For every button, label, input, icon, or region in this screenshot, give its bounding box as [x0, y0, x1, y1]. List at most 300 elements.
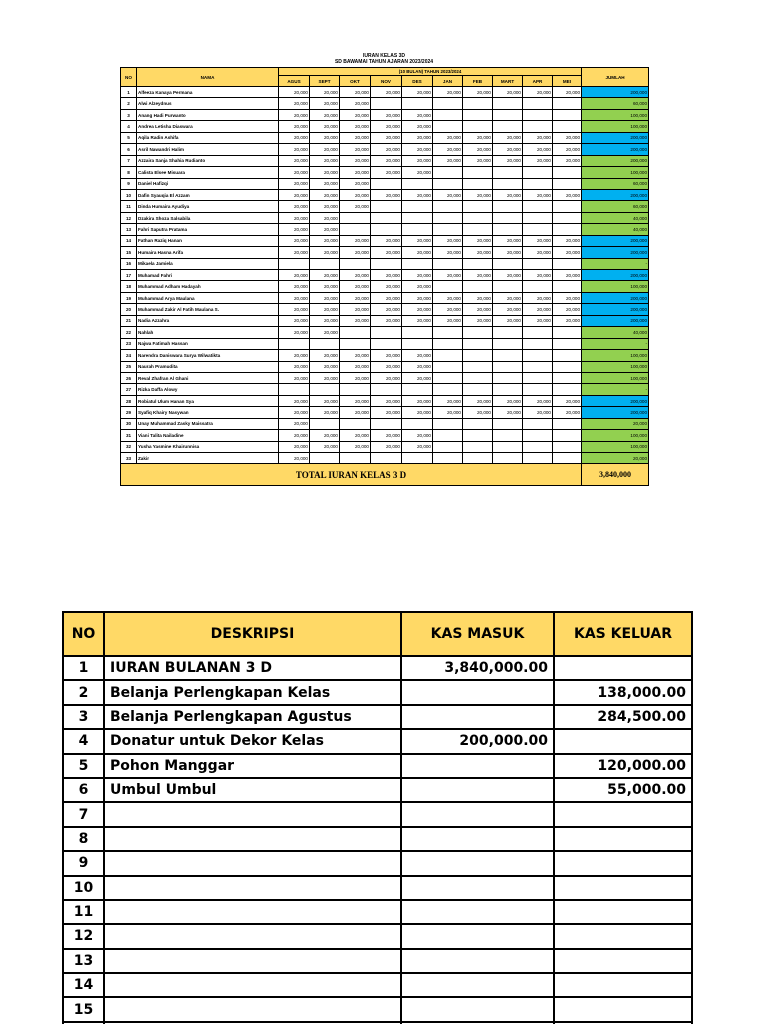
- payment-cell: [523, 167, 553, 178]
- student-total: 200,000: [582, 132, 649, 143]
- payment-cell: [371, 258, 402, 269]
- ledger-in: [401, 924, 554, 948]
- payment-cell: 20,000: [340, 441, 371, 452]
- payment-cell: [493, 430, 523, 441]
- ledger-no: 2: [63, 680, 104, 704]
- payment-cell: [523, 178, 553, 189]
- student-row: [121, 189, 649, 200]
- payment-cell: 20,000: [523, 87, 553, 98]
- ledger-out: 138,000.00: [554, 680, 692, 704]
- payment-cell: 20,000: [279, 327, 310, 338]
- payment-cell: 20,000: [279, 453, 310, 464]
- ledger-no: 8: [63, 827, 104, 851]
- student-no: 3: [121, 109, 137, 120]
- payment-cell: [553, 384, 582, 395]
- payment-cell: [310, 453, 340, 464]
- student-total: 100,000: [582, 350, 649, 361]
- ledger-desc: Pohon Manggar: [104, 754, 401, 778]
- payment-cell: [433, 212, 463, 223]
- student-name: Dafin Syauqia El Azzam: [137, 189, 279, 200]
- kas-body: [63, 656, 692, 1024]
- month-header-sept: SEPT: [310, 76, 340, 87]
- payment-cell: 20,000: [523, 235, 553, 246]
- payment-cell: [523, 350, 553, 361]
- payment-cell: [463, 281, 493, 292]
- student-no: 7: [121, 155, 137, 166]
- student-total: 200,000: [582, 235, 649, 246]
- payment-cell: 20,000: [371, 292, 402, 303]
- student-no: 32: [121, 441, 137, 452]
- payment-cell: 20,000: [523, 132, 553, 143]
- payment-cell: 20,000: [310, 155, 340, 166]
- ledger-desc: [104, 851, 401, 875]
- payment-cell: 20,000: [553, 270, 582, 281]
- ledger-out: [554, 729, 692, 753]
- payment-cell: 20,000: [523, 270, 553, 281]
- student-row: [121, 407, 649, 418]
- student-row: [121, 247, 649, 258]
- student-total: 100,000: [582, 121, 649, 132]
- ledger-desc: Donatur untuk Dekor Kelas: [104, 729, 401, 753]
- payment-cell: 20,000: [340, 430, 371, 441]
- payment-cell: [493, 361, 523, 372]
- student-row: [121, 270, 649, 281]
- ledger-no: 3: [63, 705, 104, 729]
- student-row: [121, 430, 649, 441]
- payment-cell: [340, 453, 371, 464]
- payment-cell: 20,000: [371, 430, 402, 441]
- payment-cell: [433, 430, 463, 441]
- payment-cell: [310, 258, 340, 269]
- month-header-jan: JAN: [433, 76, 463, 87]
- student-total: 40,000: [582, 224, 649, 235]
- payment-cell: [340, 418, 371, 429]
- student-no: 29: [121, 407, 137, 418]
- ledger-desc: Belanja Perlengkapan Agustus: [104, 705, 401, 729]
- student-total: -: [582, 258, 649, 269]
- payment-cell: [433, 98, 463, 109]
- payment-cell: 20,000: [433, 189, 463, 200]
- ledger-in: [401, 973, 554, 997]
- payment-cell: [523, 98, 553, 109]
- student-name: Muhamad Fahri: [137, 270, 279, 281]
- payment-cell: [553, 430, 582, 441]
- payment-cell: 20,000: [553, 395, 582, 406]
- payment-cell: [310, 418, 340, 429]
- ledger-out: [554, 900, 692, 924]
- ledger-no: 11: [63, 900, 104, 924]
- payment-cell: 20,000: [493, 407, 523, 418]
- payment-cell: 20,000: [402, 109, 433, 120]
- payment-cell: [493, 418, 523, 429]
- ledger-in: [401, 997, 554, 1021]
- payment-cell: 20,000: [279, 132, 310, 143]
- payment-cell: [371, 327, 402, 338]
- student-no: 10: [121, 189, 137, 200]
- ledger-row: [63, 680, 692, 704]
- payment-cell: [463, 121, 493, 132]
- total-value: 3,840,000: [582, 464, 649, 486]
- payment-cell: 20,000: [371, 109, 402, 120]
- payment-cell: [553, 338, 582, 349]
- student-total: 100,000: [582, 372, 649, 383]
- student-row: [121, 338, 649, 349]
- payment-cell: 20,000: [371, 407, 402, 418]
- payment-cell: 20,000: [523, 155, 553, 166]
- payment-cell: 20,000: [493, 395, 523, 406]
- student-no: 21: [121, 315, 137, 326]
- payment-cell: [463, 109, 493, 120]
- payment-cell: [463, 430, 493, 441]
- payment-cell: [402, 418, 433, 429]
- payment-cell: 20,000: [371, 121, 402, 132]
- ledger-row: [63, 851, 692, 875]
- payment-cell: [553, 258, 582, 269]
- ledger-in: [401, 876, 554, 900]
- student-total: 100,000: [582, 281, 649, 292]
- payment-cell: [463, 327, 493, 338]
- payment-cell: [279, 338, 310, 349]
- student-total: 200,000: [582, 144, 649, 155]
- ledger-out: [554, 973, 692, 997]
- payment-cell: 20,000: [310, 201, 340, 212]
- student-total: -: [582, 338, 649, 349]
- payment-cell: 20,000: [279, 155, 310, 166]
- student-total: 100,000: [582, 430, 649, 441]
- ledger-desc: [104, 997, 401, 1021]
- payment-cell: [463, 441, 493, 452]
- payment-cell: 20,000: [402, 292, 433, 303]
- payment-cell: 20,000: [279, 270, 310, 281]
- payment-cell: 20,000: [279, 235, 310, 246]
- payment-cell: 20,000: [523, 144, 553, 155]
- payment-cell: 20,000: [371, 441, 402, 452]
- payment-cell: 20,000: [310, 87, 340, 98]
- payment-cell: 20,000: [553, 315, 582, 326]
- payment-cell: 20,000: [279, 189, 310, 200]
- student-name: Naurah Pramudita: [137, 361, 279, 372]
- payment-cell: 20,000: [493, 144, 523, 155]
- student-no: 16: [121, 258, 137, 269]
- student-name: Andrea Letisha Diaswara: [137, 121, 279, 132]
- payment-cell: 20,000: [310, 224, 340, 235]
- ledger-no: 12: [63, 924, 104, 948]
- payment-cell: 20,000: [340, 315, 371, 326]
- ledger-desc: [104, 973, 401, 997]
- payment-cell: 20,000: [371, 132, 402, 143]
- payment-cell: [433, 453, 463, 464]
- payment-cell: [553, 441, 582, 452]
- sheet-title: IURAN KELAS 3D: [363, 53, 405, 59]
- payment-cell: 20,000: [433, 144, 463, 155]
- payment-cell: 20,000: [433, 155, 463, 166]
- payment-cell: [371, 212, 402, 223]
- payment-cell: 20,000: [340, 121, 371, 132]
- payment-cell: 20,000: [402, 361, 433, 372]
- payment-cell: 20,000: [463, 315, 493, 326]
- payment-cell: 20,000: [402, 395, 433, 406]
- payment-cell: [340, 384, 371, 395]
- student-name: Reval Zhafran Al Ghani: [137, 372, 279, 383]
- payment-cell: 20,000: [340, 201, 371, 212]
- payment-cell: 20,000: [340, 372, 371, 383]
- ledger-row: [63, 656, 692, 680]
- payment-cell: 20,000: [553, 247, 582, 258]
- payment-cell: 20,000: [553, 144, 582, 155]
- student-row: [121, 155, 649, 166]
- payment-cell: 20,000: [340, 144, 371, 155]
- student-total: 100,000: [582, 361, 649, 372]
- payment-cell: 20,000: [523, 395, 553, 406]
- payment-cell: [523, 281, 553, 292]
- student-no: 8: [121, 167, 137, 178]
- payment-cell: [433, 372, 463, 383]
- month-header-des: DES: [402, 76, 433, 87]
- student-total: 60,000: [582, 178, 649, 189]
- payment-cell: 20,000: [402, 270, 433, 281]
- student-no: 14: [121, 235, 137, 246]
- payment-cell: 20,000: [433, 315, 463, 326]
- payment-cell: 20,000: [371, 87, 402, 98]
- payment-cell: [433, 224, 463, 235]
- student-row: [121, 212, 649, 223]
- payment-cell: 20,000: [279, 201, 310, 212]
- student-row: [121, 224, 649, 235]
- ledger-row: [63, 949, 692, 973]
- ledger-out: [554, 997, 692, 1021]
- payment-cell: [402, 384, 433, 395]
- student-total: -: [582, 384, 649, 395]
- student-total: 200,000: [582, 189, 649, 200]
- payment-cell: 20,000: [402, 189, 433, 200]
- iuran-body: [121, 87, 649, 464]
- student-name: Alwi Alzeydnus: [137, 98, 279, 109]
- total-label: TOTAL IURAN KELAS 3 D: [121, 464, 582, 486]
- payment-cell: [523, 121, 553, 132]
- payment-cell: 20,000: [279, 407, 310, 418]
- payment-cell: 20,000: [493, 304, 523, 315]
- payment-cell: 20,000: [279, 224, 310, 235]
- ledger-in: [401, 949, 554, 973]
- payment-cell: 20,000: [402, 155, 433, 166]
- student-name: Nahlah: [137, 327, 279, 338]
- payment-cell: [523, 441, 553, 452]
- student-name: Muhammad Arya Maulana: [137, 292, 279, 303]
- payment-cell: 20,000: [340, 87, 371, 98]
- payment-cell: [493, 224, 523, 235]
- student-name: Fahri Saputra Pratama: [137, 224, 279, 235]
- payment-cell: 20,000: [310, 372, 340, 383]
- payment-cell: [493, 384, 523, 395]
- student-no: 1: [121, 87, 137, 98]
- payment-cell: [402, 98, 433, 109]
- payment-cell: 20,000: [463, 87, 493, 98]
- payment-cell: 20,000: [310, 132, 340, 143]
- payment-cell: [340, 258, 371, 269]
- payment-cell: [463, 418, 493, 429]
- ledger-desc: [104, 876, 401, 900]
- payment-cell: [553, 281, 582, 292]
- payment-cell: 20,000: [340, 178, 371, 189]
- header-period: (10 BULAN) TAHUN 2023/2024: [279, 68, 582, 76]
- payment-cell: 20,000: [463, 132, 493, 143]
- payment-cell: [310, 338, 340, 349]
- ledger-in: 3,840,000.00: [401, 656, 554, 680]
- student-row: [121, 453, 649, 464]
- ledger-in: [401, 754, 554, 778]
- month-header-feb: FEB: [463, 76, 493, 87]
- student-row: [121, 201, 649, 212]
- student-no: 2: [121, 98, 137, 109]
- payment-cell: 20,000: [340, 132, 371, 143]
- student-total: 40,000: [582, 327, 649, 338]
- ledger-no: 13: [63, 949, 104, 973]
- payment-cell: [553, 201, 582, 212]
- payment-cell: [371, 338, 402, 349]
- student-name: Rizka Daffa Alowy: [137, 384, 279, 395]
- student-no: 9: [121, 178, 137, 189]
- payment-cell: 20,000: [371, 155, 402, 166]
- student-no: 25: [121, 361, 137, 372]
- student-name: Syafiq Khairy Nasywan: [137, 407, 279, 418]
- payment-cell: 20,000: [340, 270, 371, 281]
- payment-cell: 20,000: [371, 304, 402, 315]
- payment-cell: 20,000: [310, 109, 340, 120]
- payment-cell: 20,000: [279, 441, 310, 452]
- payment-cell: 20,000: [402, 132, 433, 143]
- student-total: 60,000: [582, 201, 649, 212]
- payment-cell: [523, 430, 553, 441]
- payment-cell: 20,000: [463, 189, 493, 200]
- payment-cell: 20,000: [402, 235, 433, 246]
- payment-cell: 20,000: [402, 167, 433, 178]
- payment-cell: 20,000: [402, 372, 433, 383]
- payment-cell: [433, 258, 463, 269]
- payment-cell: [433, 350, 463, 361]
- payment-cell: 20,000: [371, 247, 402, 258]
- student-no: 22: [121, 327, 137, 338]
- student-total: 200,000: [582, 155, 649, 166]
- ledger-out: [554, 851, 692, 875]
- payment-cell: [463, 98, 493, 109]
- payment-cell: 20,000: [340, 395, 371, 406]
- student-row: [121, 372, 649, 383]
- payment-cell: [340, 212, 371, 223]
- student-total: 200,000: [582, 247, 649, 258]
- payment-cell: 20,000: [279, 167, 310, 178]
- kas-ledger-table: [62, 611, 693, 1024]
- payment-cell: 20,000: [493, 155, 523, 166]
- student-name: Dzakira Shoza Salsabila: [137, 212, 279, 223]
- student-total: 200,000: [582, 395, 649, 406]
- payment-cell: [523, 338, 553, 349]
- student-no: 28: [121, 395, 137, 406]
- payment-cell: 20,000: [310, 270, 340, 281]
- payment-cell: [493, 350, 523, 361]
- payment-cell: [553, 327, 582, 338]
- payment-cell: 20,000: [371, 235, 402, 246]
- payment-cell: [371, 418, 402, 429]
- payment-cell: 20,000: [402, 407, 433, 418]
- payment-cell: [493, 453, 523, 464]
- payment-cell: 20,000: [371, 395, 402, 406]
- payment-cell: 20,000: [279, 395, 310, 406]
- payment-cell: [493, 281, 523, 292]
- payment-cell: [493, 178, 523, 189]
- student-name: Unay Muhammad Zasky Maissatra: [137, 418, 279, 429]
- payment-cell: [463, 224, 493, 235]
- student-name: Anang Hadi Purwanto: [137, 109, 279, 120]
- student-name: Aqila Radin Ashifa: [137, 132, 279, 143]
- ledger-row: [63, 705, 692, 729]
- student-total: 200,000: [582, 292, 649, 303]
- payment-cell: 20,000: [310, 167, 340, 178]
- payment-cell: 20,000: [279, 430, 310, 441]
- student-total: 200,000: [582, 87, 649, 98]
- ledger-row: [63, 997, 692, 1021]
- payment-cell: [371, 201, 402, 212]
- ledger-desc: Belanja Perlengkapan Kelas: [104, 680, 401, 704]
- payment-cell: 20,000: [402, 247, 433, 258]
- ledger-desc: [104, 802, 401, 826]
- payment-cell: 20,000: [310, 98, 340, 109]
- payment-cell: [279, 258, 310, 269]
- payment-cell: [523, 201, 553, 212]
- student-row: [121, 109, 649, 120]
- payment-cell: [463, 338, 493, 349]
- payment-cell: 20,000: [371, 315, 402, 326]
- student-no: 31: [121, 430, 137, 441]
- payment-cell: 20,000: [340, 98, 371, 109]
- payment-cell: 20,000: [493, 315, 523, 326]
- student-no: 20: [121, 304, 137, 315]
- payment-cell: 20,000: [402, 281, 433, 292]
- student-row: [121, 350, 649, 361]
- ledger-in: [401, 705, 554, 729]
- payment-cell: [402, 258, 433, 269]
- student-no: 15: [121, 247, 137, 258]
- ledger-out: [554, 802, 692, 826]
- student-name: Yusha Yasmine Khairunnisa: [137, 441, 279, 452]
- payment-cell: [340, 327, 371, 338]
- payment-cell: [279, 384, 310, 395]
- student-row: [121, 235, 649, 246]
- payment-cell: 20,000: [553, 189, 582, 200]
- payment-cell: 20,000: [402, 87, 433, 98]
- payment-cell: [402, 224, 433, 235]
- payment-cell: [523, 109, 553, 120]
- payment-cell: 20,000: [433, 87, 463, 98]
- student-row: [121, 418, 649, 429]
- ledger-out: 55,000.00: [554, 778, 692, 802]
- payment-cell: 20,000: [310, 178, 340, 189]
- student-total: 200,000: [582, 315, 649, 326]
- student-total: 20,000: [582, 453, 649, 464]
- payment-cell: 20,000: [493, 132, 523, 143]
- sheet-school: SD BAWAMAI TAHUN AJARAN 2023/2024: [334, 59, 434, 65]
- payment-cell: [463, 361, 493, 372]
- payment-cell: 20,000: [279, 361, 310, 372]
- payment-cell: 20,000: [340, 304, 371, 315]
- payment-cell: 20,000: [340, 247, 371, 258]
- student-total: 200,000: [582, 304, 649, 315]
- payment-cell: 20,000: [371, 281, 402, 292]
- payment-cell: [463, 350, 493, 361]
- payment-cell: 20,000: [340, 189, 371, 200]
- student-name: Nadia Azzahra: [137, 315, 279, 326]
- payment-cell: 20,000: [493, 247, 523, 258]
- student-name: Robiatul Ulum Hanan Sya: [137, 395, 279, 406]
